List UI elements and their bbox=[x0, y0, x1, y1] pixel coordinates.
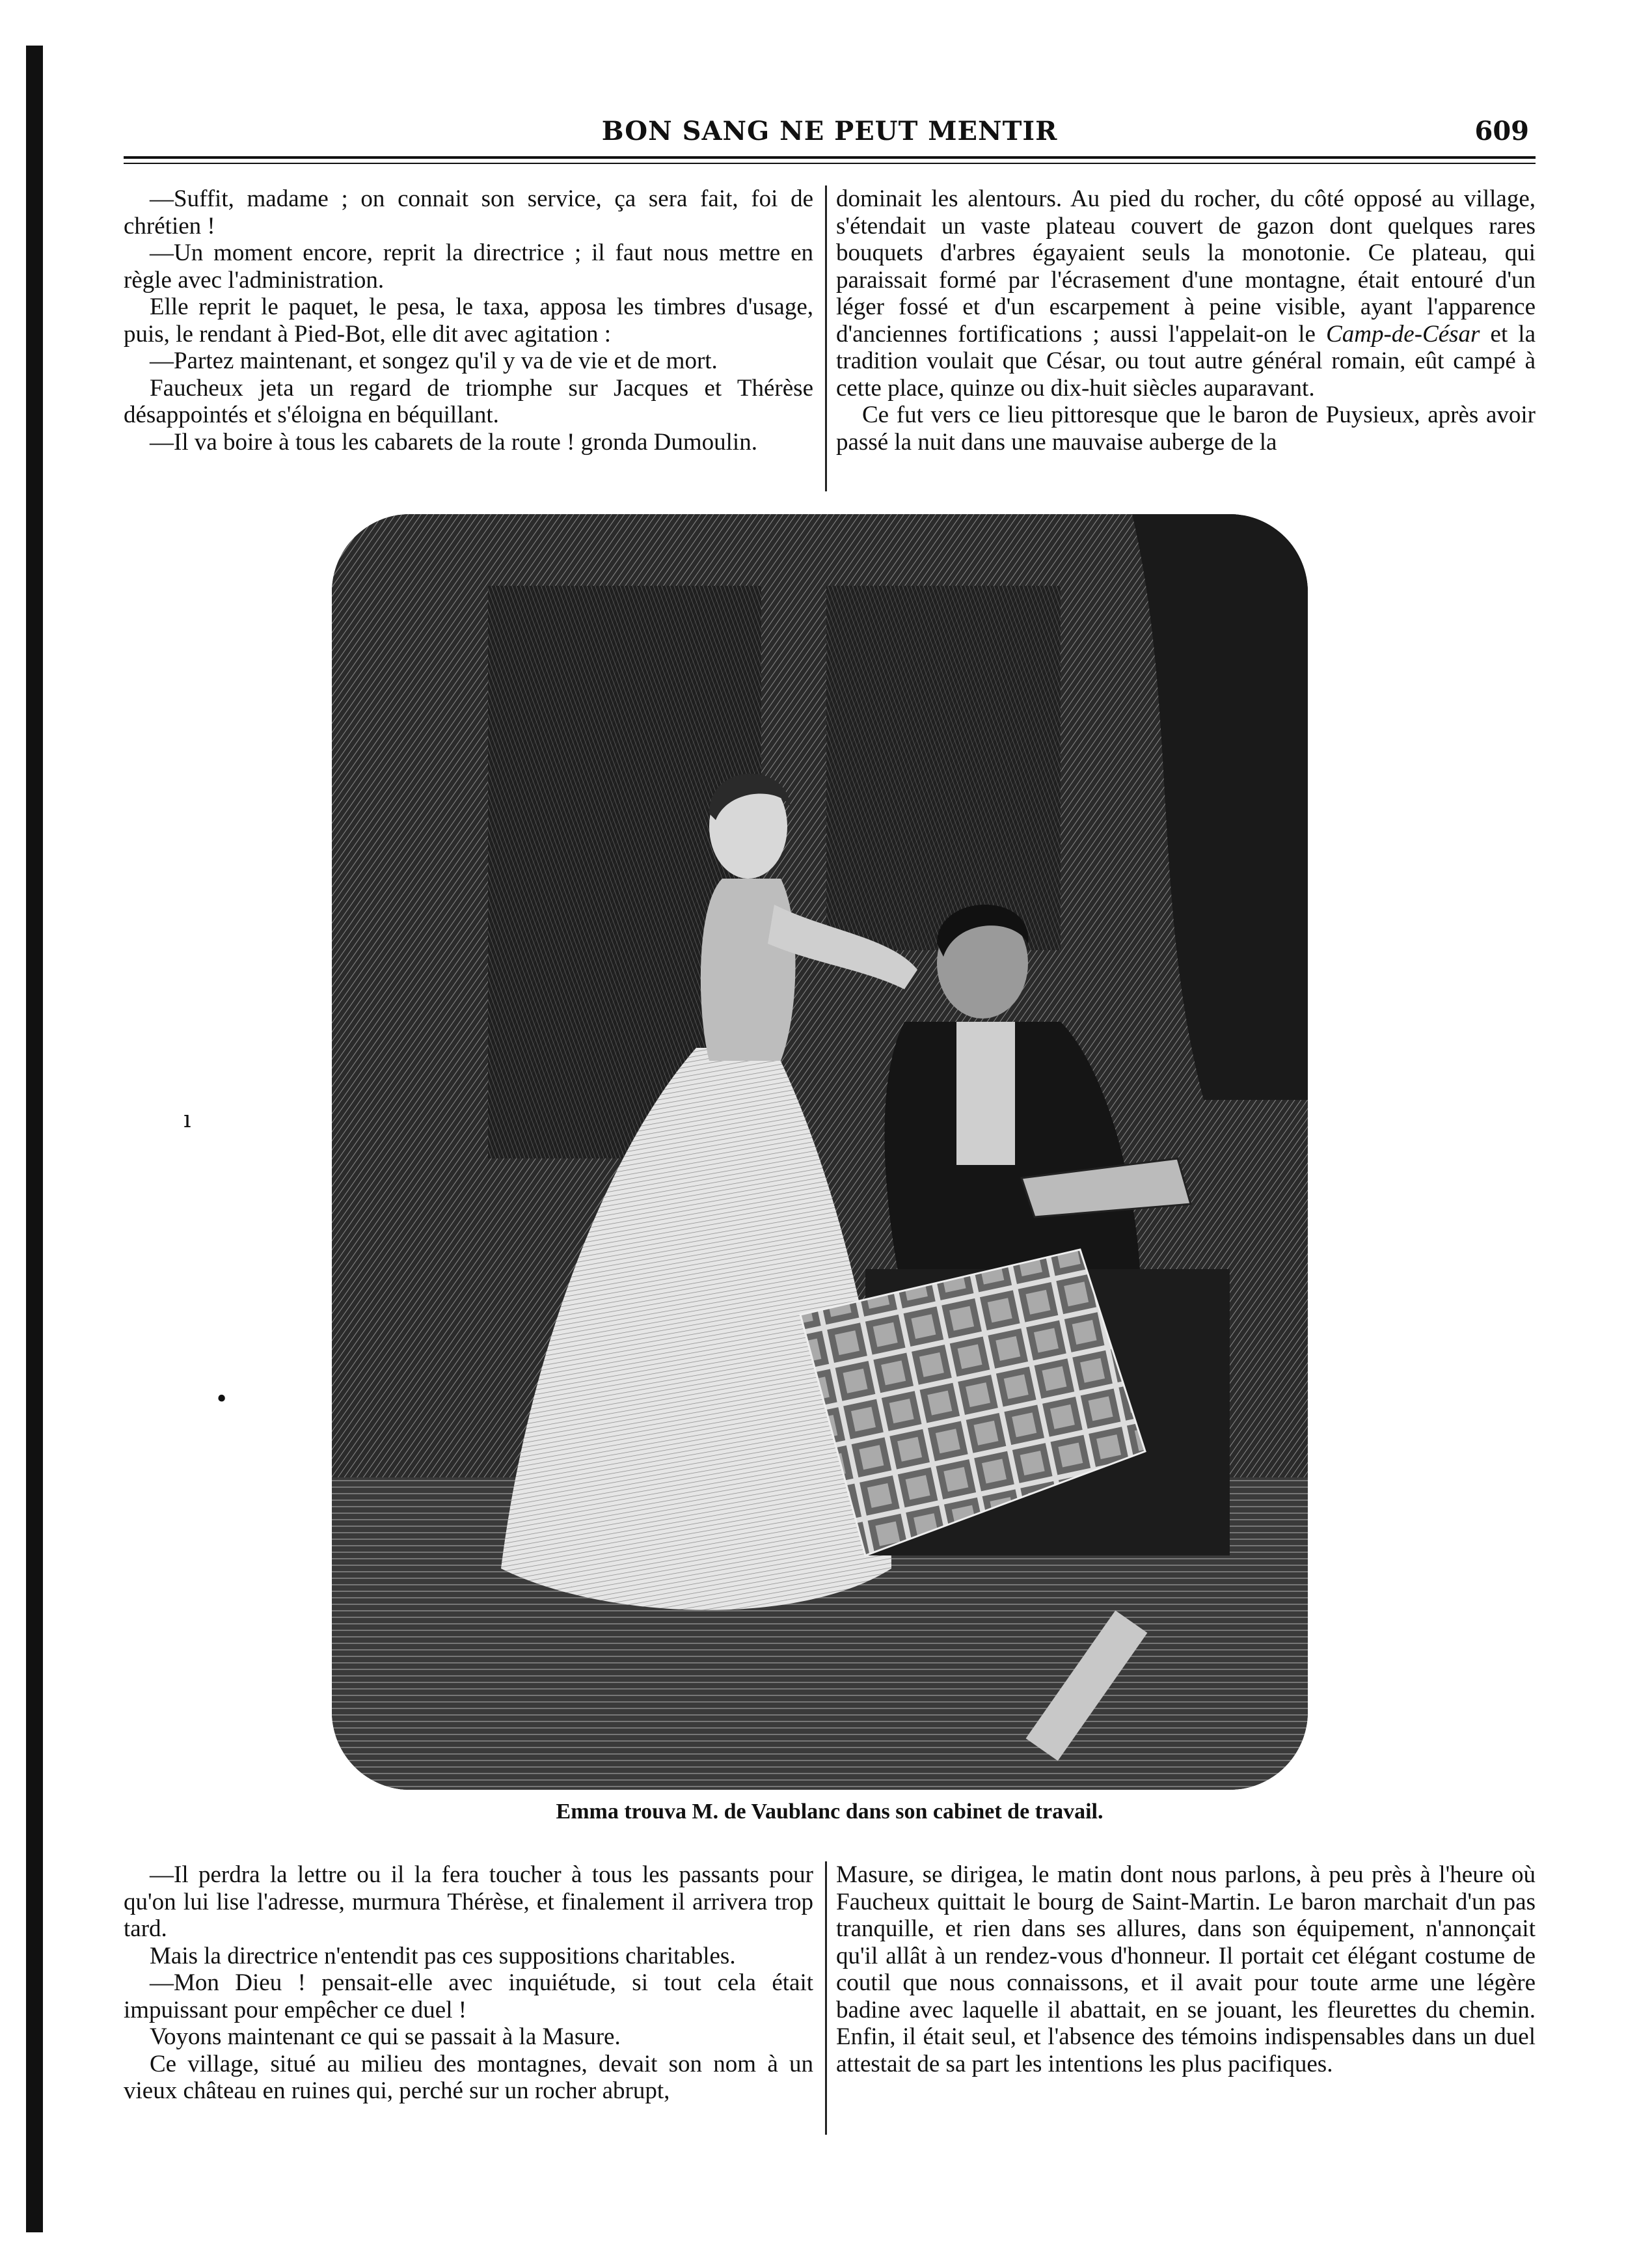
paragraph-text: et la tradition voulait que César, ou tout autre général romain, eût campé à cette place, quinze ou dix-huit siècles auparavant. bbox=[836, 320, 1536, 402]
margin-mark: ı bbox=[183, 1106, 191, 1133]
man-shirt bbox=[956, 1022, 1015, 1165]
paragraph: —Un moment encore, reprit la directrice ; il faut nous mettre en règle avec l'administration. bbox=[124, 240, 813, 294]
woman-bodice bbox=[701, 879, 796, 1061]
paragraph: Voyons maintenant ce qui se passait à la Masure. bbox=[150, 2023, 621, 2050]
page-number: 609 bbox=[1474, 116, 1529, 146]
engraving-illustration bbox=[332, 514, 1308, 1790]
paragraph: —Partez maintenant, et songez qu'il y va de vie et de mort. bbox=[150, 348, 718, 374]
paragraph: Ce village, situé au milieu des montagnes, devait son nom à un vieux château en ruines qui, perché sur un rocher abrupt, bbox=[124, 2050, 813, 2104]
top-left-column bbox=[124, 185, 813, 456]
paragraph: Masure, se dirigea, le matin dont nous parlons, à peu près à l'heure où Faucheux quittait le bourg de Saint-Martin. Le baron marchait d'un pas tranquille, et rien dans ses allures, dans son équipement, n'annonçait qu'il allât à un rendez-vous d'honneur. Il portait cet élégant costume de coutil que nous connaissons, et il avait pour toute arme une légère badine avec laquelle il abattait, en se jouant, les fleurettes du chemin. Enfin, il était seul, et l'absence des témoins indispensables dans un duel attestait de sa part les intentions les plus pacifiques. bbox=[836, 1861, 1536, 2077]
margin-dot: • bbox=[215, 1386, 229, 1413]
paragraph: —Mon Dieu ! pensait-elle avec inquiétude, si tout cela était impuissant pour empêcher ce duel ! bbox=[124, 1969, 813, 2023]
paragraph: Faucheux jeta un regard de triomphe sur Jacques et Thérèse désappointés et s'éloigna en béquillant. bbox=[124, 374, 813, 428]
place-name: Camp-de-César bbox=[1326, 320, 1480, 348]
bottom-right-column bbox=[836, 1861, 1536, 2077]
running-title: BON SANG NE PEUT MENTIR bbox=[601, 116, 1058, 146]
paragraph-text: dominait les alentours. Au pied du rocher, du côté opposé au village, s'étendait un vaste plateau couvert de gazon dont quelques rares bouquets d'arbres égayaient seuls la monotonie. Ce plateau, qui paraissait formé par l'écrasement d'une montagne, était entouré d'un léger fossé et d'un escarpement à peine visible, ayant l'apparence d'anciennes fortifications ; aussi l'appelait-on le bbox=[836, 185, 1536, 348]
paragraph: Mais la directrice n'entendit pas ces suppositions charitables. bbox=[150, 1942, 736, 1969]
engraving-drawing bbox=[332, 514, 1308, 1790]
paragraph: —Suffit, madame ; on connait son service, ça sera fait, foi de chrétien ! bbox=[124, 185, 813, 240]
column-divider bbox=[825, 1861, 827, 2135]
paragraph: —Il va boire à tous les cabarets de la route ! gronda Dumoulin. bbox=[150, 428, 757, 456]
page-binding-edge bbox=[26, 46, 43, 2232]
paragraph: —Il perdra la lettre ou il la fera toucher à tous les passants pour qu'on lui lise l'adresse, murmura Thérèse, et finalement il arrivera trop tard. bbox=[124, 1861, 813, 1942]
top-right-column bbox=[836, 185, 1536, 456]
bottom-left-column bbox=[124, 1861, 813, 2105]
header-rule bbox=[124, 156, 1536, 159]
paragraph: Ce fut vers ce lieu pittoresque que le baron de Puysieux, après avoir passé la nuit dans une mauvaise auberge de la bbox=[836, 402, 1536, 456]
column-divider bbox=[825, 185, 827, 491]
illustration-caption: Emma trouva M. de Vaublanc dans son cabinet de travail. bbox=[556, 1800, 1104, 1824]
wall-panel bbox=[826, 586, 1061, 950]
header-rule-thin bbox=[124, 163, 1536, 164]
running-header bbox=[124, 111, 1536, 156]
paragraph bbox=[836, 185, 1536, 402]
paragraph: Elle reprit le paquet, le pesa, le taxa, apposa les timbres d'usage, puis, le rendant à Pied-Bot, elle dit avec agitation : bbox=[124, 294, 813, 348]
